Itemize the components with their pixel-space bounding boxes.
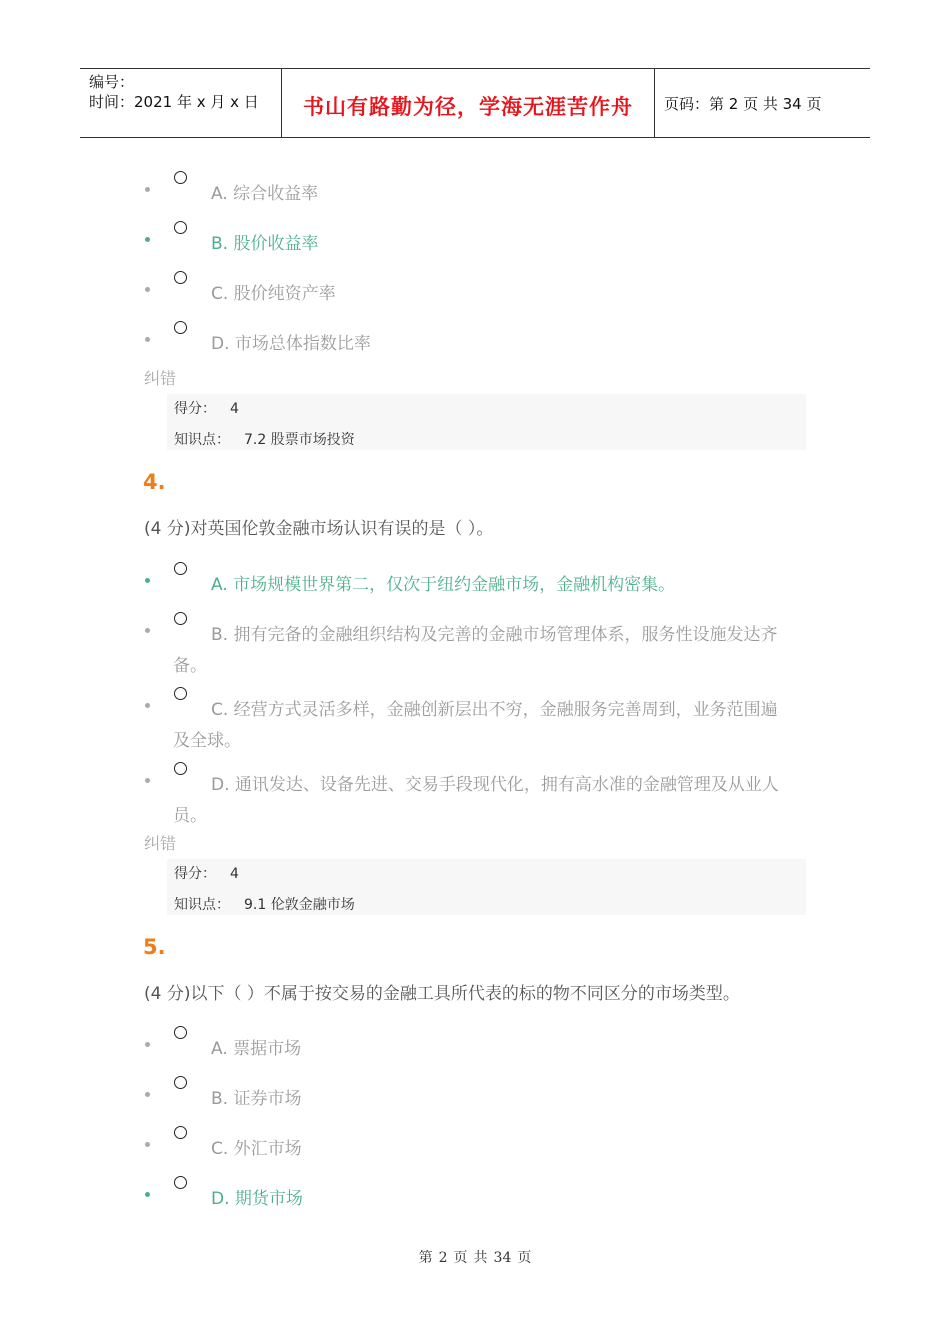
radio-button[interactable]: [174, 1026, 187, 1039]
radio-button[interactable]: [174, 271, 187, 284]
option-text: A. 市场规模世界第二，仅次于纽约金融市场，金融机构密集。: [211, 575, 676, 595]
page-footer: [0, 1247, 950, 1267]
bullet-icon: [145, 237, 150, 242]
header-page-cell: [655, 69, 870, 137]
option-text: C. 外汇市场: [211, 1139, 302, 1159]
knowledge-line: [174, 429, 355, 449]
score-label: 得分：: [174, 401, 216, 417]
bullet-icon: [145, 703, 150, 708]
radio-button[interactable]: [174, 171, 187, 184]
option-text: B. 证券市场: [211, 1089, 302, 1109]
header-page-number: 页码：第 2 页 共 34 页: [664, 95, 822, 113]
footer-page-word-2: 页: [517, 1250, 532, 1266]
knowledge-value: 9.1 伦敦金融市场: [244, 897, 355, 913]
q4-score-box: [167, 859, 806, 915]
option-text: A. 综合收益率: [211, 184, 319, 204]
option-text-line2: 及全球。: [173, 731, 241, 751]
header-meta-cell: [80, 69, 282, 137]
q4-report-error-link[interactable]: 纠错: [144, 834, 177, 853]
radio-button[interactable]: [174, 612, 187, 625]
radio-button[interactable]: [174, 321, 187, 334]
option-text: D. 市场总体指数比率: [211, 334, 371, 354]
footer-current-page: 2: [438, 1250, 448, 1266]
bullet-icon: [145, 1192, 150, 1197]
header-motto: 书山有路勤为径，学海无涯苦作舟: [303, 95, 633, 119]
bullet-icon: [145, 1042, 150, 1047]
bullet-icon: [145, 287, 150, 292]
knowledge-line: [174, 894, 355, 914]
page-header: [80, 68, 870, 138]
option-text: C. 股价纯资产率: [211, 284, 336, 304]
score-label: 得分：: [174, 866, 216, 882]
radio-button[interactable]: [174, 1076, 187, 1089]
option-text-line1: B. 拥有完备的金融组织结构及完善的金融市场管理体系，服务性设施发达齐: [211, 625, 778, 645]
score-value: 4: [230, 866, 239, 882]
bullet-icon: [145, 578, 150, 583]
option-text: A. 票据市场: [211, 1039, 302, 1059]
radio-button[interactable]: [174, 1176, 187, 1189]
header-motto-cell: [282, 69, 655, 137]
option-text-line1: D. 通讯发达、设备先进、交易手段现代化，拥有高水准的金融管理及从业人: [211, 775, 779, 795]
score-line: [174, 398, 239, 418]
radio-button[interactable]: [174, 687, 187, 700]
knowledge-label: 知识点：: [174, 897, 230, 913]
bullet-icon: [145, 1142, 150, 1147]
footer-page-word: 页: [453, 1250, 468, 1266]
bullet-icon: [145, 1092, 150, 1097]
q4-question-text: (4 分)对英国伦敦金融市场认识有误的是（ ）。: [144, 519, 494, 539]
q3-score-box: [167, 394, 806, 450]
q4-number: 4.: [143, 470, 166, 494]
bullet-icon: [145, 778, 150, 783]
option-text-line2: 员。: [173, 806, 207, 826]
bullet-icon: [145, 187, 150, 192]
option-text: B. 股价收益率: [211, 234, 319, 254]
score-line: [174, 863, 239, 883]
radio-button[interactable]: [174, 562, 187, 575]
header-date: 时间：2021 年 x 月 x 日: [89, 93, 259, 111]
q5-question-text: (4 分)以下（ ）不属于按交易的金融工具所代表的标的物不同区分的市场类型。: [144, 984, 740, 1004]
option-text: D. 期货市场: [211, 1189, 303, 1209]
radio-button[interactable]: [174, 1126, 187, 1139]
bullet-icon: [145, 628, 150, 633]
bullet-icon: [145, 337, 150, 342]
footer-total-prefix: 共: [473, 1250, 488, 1266]
option-text-line1: C. 经营方式灵活多样，金融创新层出不穷，金融服务完善周到，业务范围遍: [211, 700, 778, 720]
q5-number: 5.: [143, 935, 166, 959]
header-number-label: 编号：: [89, 73, 135, 91]
radio-button[interactable]: [174, 762, 187, 775]
knowledge-value: 7.2 股票市场投资: [244, 432, 355, 448]
radio-button[interactable]: [174, 221, 187, 234]
q3-report-error-link[interactable]: 纠错: [144, 369, 177, 388]
knowledge-label: 知识点：: [174, 432, 230, 448]
score-value: 4: [230, 401, 239, 417]
footer-prefix: 第: [418, 1250, 433, 1266]
option-text-line2: 备。: [173, 656, 207, 676]
footer-total-pages: 34: [493, 1250, 512, 1266]
